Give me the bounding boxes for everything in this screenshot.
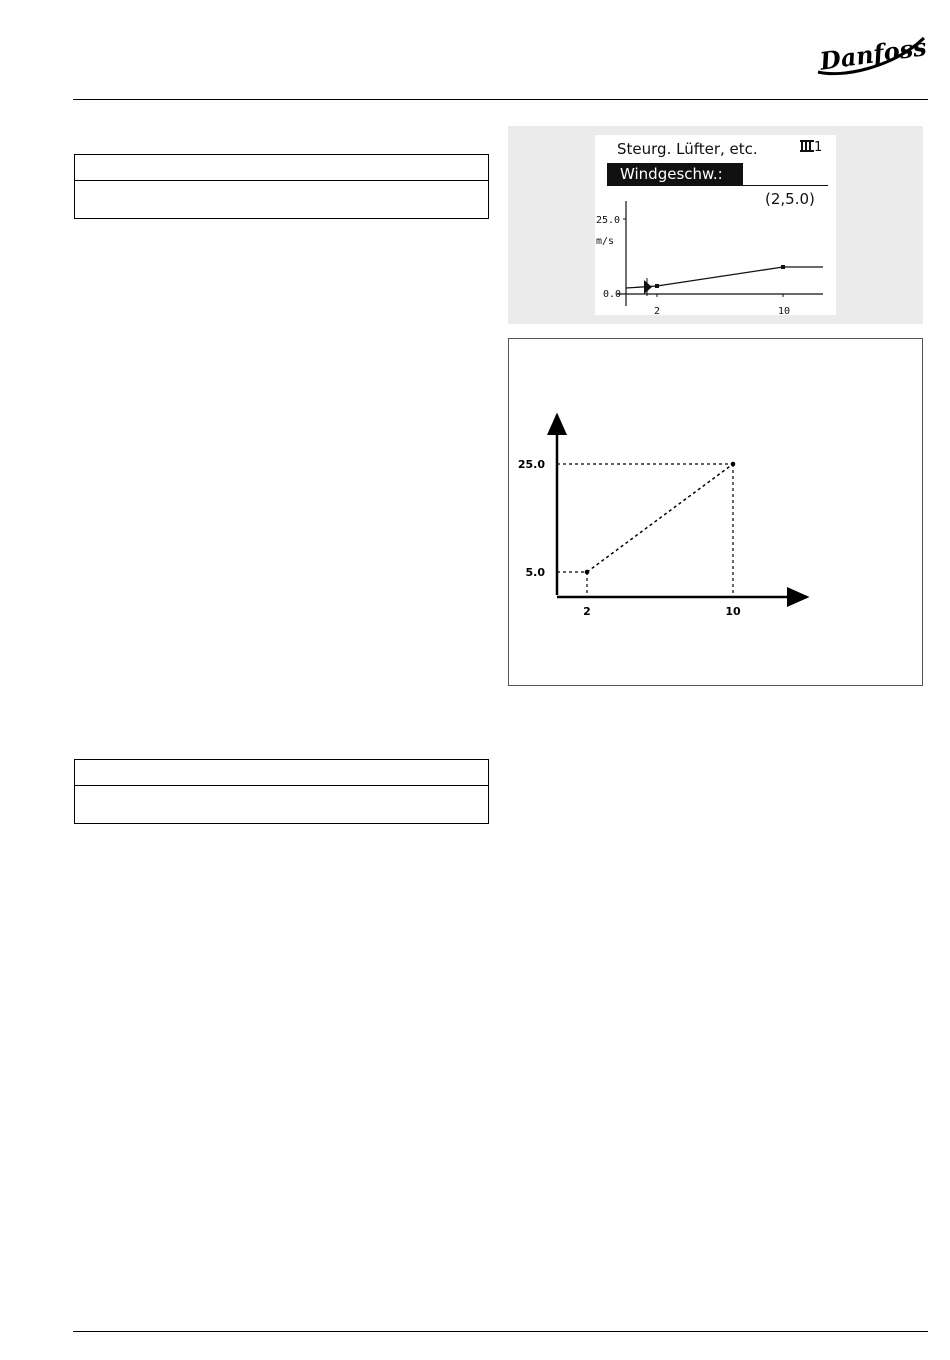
data-point: [585, 570, 590, 575]
display-curve-point: [655, 284, 659, 288]
display-y-bottom-label: 0.0: [603, 289, 622, 300]
screen-title: Steurg. Lüfter, etc.: [617, 140, 758, 158]
display-x-tick-label: 2: [654, 306, 661, 315]
x-tick-label: 10: [725, 605, 741, 618]
parameter-table-header: [75, 155, 488, 181]
data-point: [731, 462, 736, 467]
header-rule: [73, 99, 928, 100]
x-tick-label: 2: [583, 605, 591, 618]
parameter-table-body: [75, 786, 488, 824]
cursor-arrow-icon: [644, 280, 652, 294]
y-tick-label: 25.0: [517, 458, 545, 471]
display-x-tick-label: 10: [778, 306, 791, 315]
footer-rule: [73, 1331, 928, 1332]
circuit-number: 1: [814, 140, 823, 155]
display-curve-point: [781, 265, 785, 269]
parameter-table-body: [75, 181, 488, 219]
parameter-table: [74, 759, 489, 824]
display-screenshot: [508, 126, 923, 324]
selected-setting: Windgeschw.:: [607, 163, 743, 186]
display-curve-plot: [595, 135, 836, 315]
curve-chart: [509, 339, 924, 687]
display-y-unit: m/s: [596, 236, 615, 247]
controller-display: [595, 135, 836, 315]
curve-diagram: [508, 338, 923, 686]
danfoss-logo: [812, 28, 930, 80]
display-y-top-label: 25.0: [596, 215, 621, 226]
y-tick-label: 5.0: [525, 566, 545, 579]
parameter-table: [74, 154, 489, 219]
series-line: [587, 464, 733, 572]
parameter-table-header: [75, 760, 488, 786]
svg-text:Danfoss: Danfoss: [818, 32, 929, 76]
curve-point-readout: (2,5.0): [765, 190, 815, 208]
